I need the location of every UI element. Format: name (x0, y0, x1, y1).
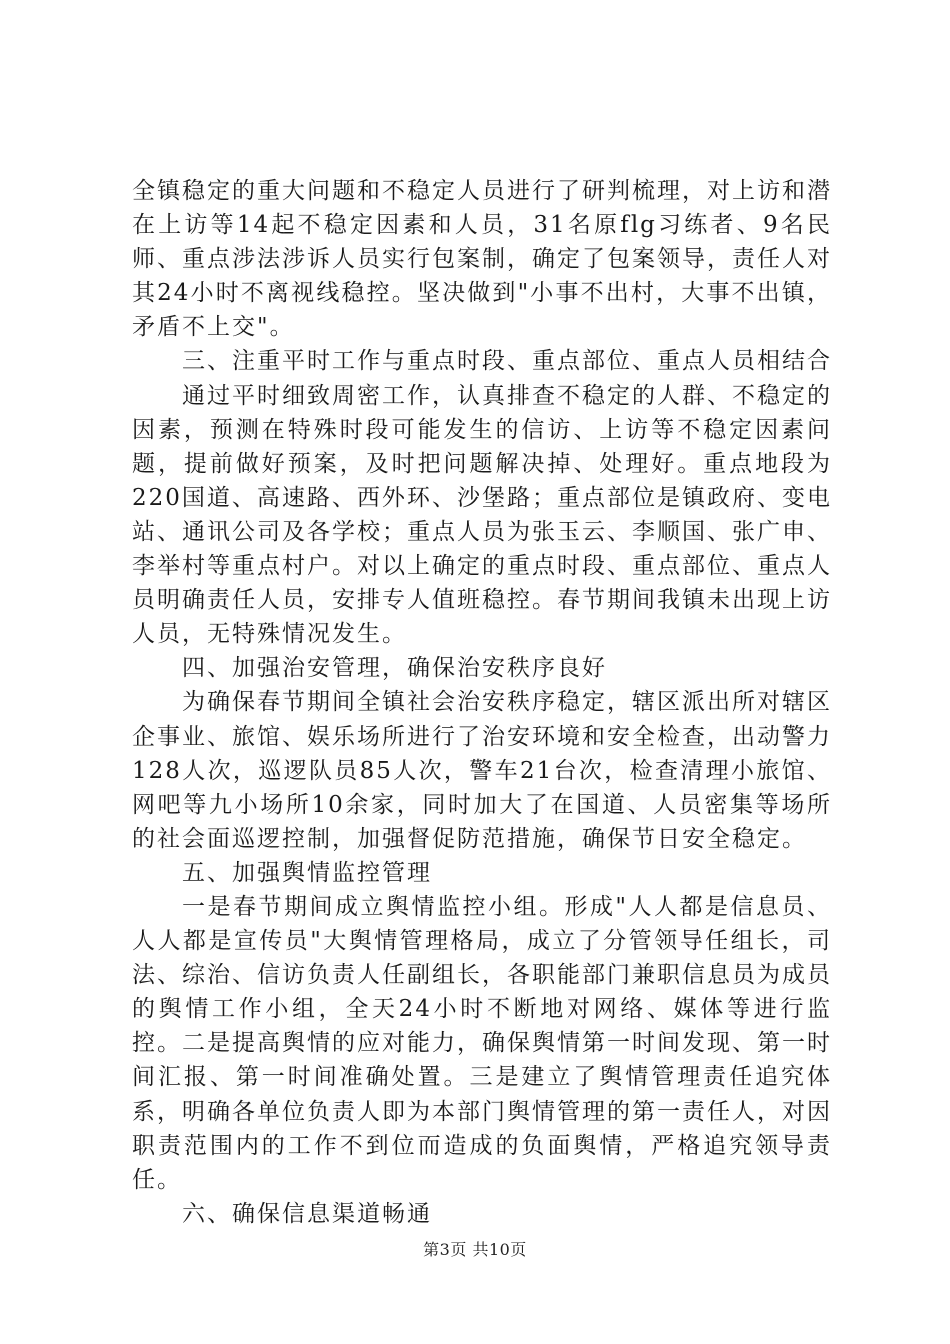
paragraph-section-5: 一是春节期间成立舆情监控小组。形成"人人都是信息员、人人都是宣传员"大舆情管理格局，成立了分管领导任组长，司法、综治、信访负责人任副组长，各职能部门兼职信息员为成员的舆情工作小组，全天24小时不断地对网络、媒体等进行监控。二是提高舆情的应对能力，确保舆情第一时间发现、第一时间汇报、第一时间准确处置。三是建立了舆情管理责任追究体系，明确各单位负责人即为本部门舆情管理的第一责任人，对因职责范围内的工作不到位而造成的负面舆情，严格追究领导责任。 (132, 893, 832, 1193)
paragraph-section-4: 为确保春节期间全镇社会治安秩序稳定，辖区派出所对辖区企事业、旅馆、娱乐场所进行了治安环境和安全检查，出动警力128人次，巡逻队员85人次，警车21台次，检查清理小旅馆、网吧等九小场所10余家，同时加大了在国道、人员密集等场所的社会面巡逻控制，加强督促防范措施，确保节日安全稳定。 (132, 689, 832, 852)
section-heading-3: 三、注重平时工作与重点时段、重点部位、重点人员相结合 (182, 348, 832, 375)
section-heading-4: 四、加强治安管理，确保治安秩序良好 (182, 655, 607, 682)
page-number-footer: 第3页 共10页 (423, 1240, 527, 1259)
document-body (132, 174, 832, 1231)
paragraph-section-3: 通过平时细致周密工作，认真排查不稳定的人群、不稳定的因素，预测在特殊时段可能发生的信访、上访等不稳定因素问题，提前做好预案，及时把问题解决掉、处理好。重点地段为220国道、高速路、西外环、沙堡路；重点部位是镇政府、变电站、通讯公司及各学校；重点人员为张玉云、李顺国、张广申、李举村等重点村户。对以上确定的重点时段、重点部位、重点人员明确责任人员，安排专人值班稳控。春节期间我镇未出现上访人员，无特殊情况发生。 (132, 382, 832, 648)
paragraph-continuation: 全镇稳定的重大问题和不稳定人员进行了研判梳理，对上访和潜在上访等14起不稳定因素和人员，31名原flg习练者、9名民师、重点涉法涉诉人员实行包案制，确定了包案领导，责任人对其24小时不离视线稳控。坚决做到"小事不出村，大事不出镇，矛盾不上交"。 (132, 178, 832, 341)
section-heading-6: 六、确保信息渠道畅通 (182, 1200, 432, 1227)
section-heading-5: 五、加强舆情监控管理 (182, 859, 432, 886)
